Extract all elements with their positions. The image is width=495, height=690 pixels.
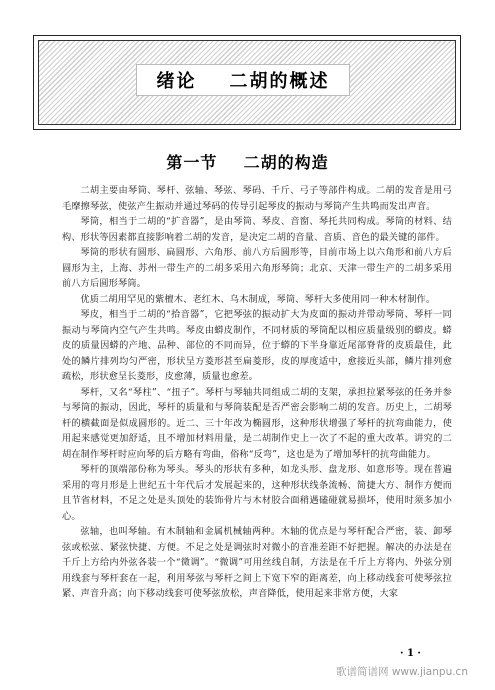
paragraph: 优质二胡用罕见的紫檀木、老红木、乌木制成，琴筒、琴杆大多使用同一种木材制作。 [80,293,436,305]
paragraph: 琴杆的顶端部份称为琴头。琴头的形状有多种，如龙头形、盘龙形、如意形等。现在普遍采用的弯月形是上世纪五十年代后才发展起来的，这种形状线条流畅、简捷大方、制作方便而且节省材料，不足之处是头顶处的装饰骨片与木材胶合面稍遇磕碰就易损坏，使用时须多加小心。 [62,464,452,522]
chapter-title: 绪论 二胡的概述 [156,71,330,92]
paragraph: 琴皮，相当于二胡的“拾音器”，它把琴弦的振动扩大为皮面的振动并带动琴筒、琴杆一同振动与琴筒内空气产生共鸣。琴皮由蟒皮制作，不同材质的琴筒配以相应质量级别的蟒皮。蟒皮的质量因蟒的产地、品种、部位的不同而异，位于蟒的下半身靠近尾部脊背的皮质最佳，此处的鳞片排列均匀严密，形状呈方菱形甚至扁菱形，皮的厚度适中，愈接近头部，鳞片排列愈疏松，形状愈呈长菱形，皮愈薄，质量也愈差。 [62,309,452,382]
watermark: 歌谱简谱网 www.jianpu.cn [336,666,468,678]
section-title: 第一节 二胡的构造 [166,153,329,172]
paragraph: 琴筒的形状有圆形、扁圆形、六角形、前八方后圆形等，目前市场上以六角形和前八方后圆形为主，上海、苏州一带生产的二胡多采用六角形琴筒；北京、天津一带生产的二胡多采用前八方后圆形琴筒。 [62,247,452,289]
chapter-banner [33,35,461,130]
paragraph: 琴杆，又名“琴柱”、“扭子”。琴杆与琴轴共同组成二胡的支架，承担拉紧琴弦的任务并参与琴筒的振动，因此，琴杆的质量和与琴筒装配是否严密会影响二胡的发音。历史上，二胡琴杆的横截面是似成圆形的。近二、三十年改为椭圆形，这种形状增强了琴杆的抗弯曲能力，使用起来感觉更加舒适，且不增加材料用量，是二胡制作史上一次了不起的重大改革。讲究的二胡在制作琴杆时应向琴的后方略有弯曲，俗称“反弯”，这也是为了增加琴杆的抗弯曲能力。 [62,386,452,460]
banner-title-box [136,64,350,96]
body-text [62,183,452,602]
paragraph: 二胡主要由琴筒、琴杆、弦轴、琴弦、琴码、千斤、弓子等部件构成。二胡的发音是用弓毛摩擦琴弦，使弦产生振动并通过琴码的传导引起琴皮的振动与琴筒产生共鸣而发出声音。 [62,185,452,212]
paragraph: 弦轴，也叫琴轴。有木制轴和金属机械轴两种。木轴的优点是与琴杆配合严密，装、卸琴弦或松弦、紧弦快捷、方便。不足之处是调弦时对微小的音准差距不好把握。解决的办法是在千斤上方给内外弦各装一个“微调”。“微调”可用丝线自制，方法是在千斤上方将内、外弦分别用线套与琴杆套在一起，利用琴弦与琴杆之间上下宽下窄的距离差，向上移动线套可使琴弦拉紧、声音升高；向下移动线套可使琴弦放松，声音降低，使用起来非常方便，大家 [62,526,452,599]
paragraph: 琴筒，相当于二胡的“扩音器”，是由琴筒、琴皮、音窗、琴托共同构成。琴筒的材料、结构、形状等因素都直接影响着二胡的发音，是决定二胡的音量、音质、音色的最关键的部件。 [62,216,452,243]
page-number: · 1 · [400,648,421,659]
